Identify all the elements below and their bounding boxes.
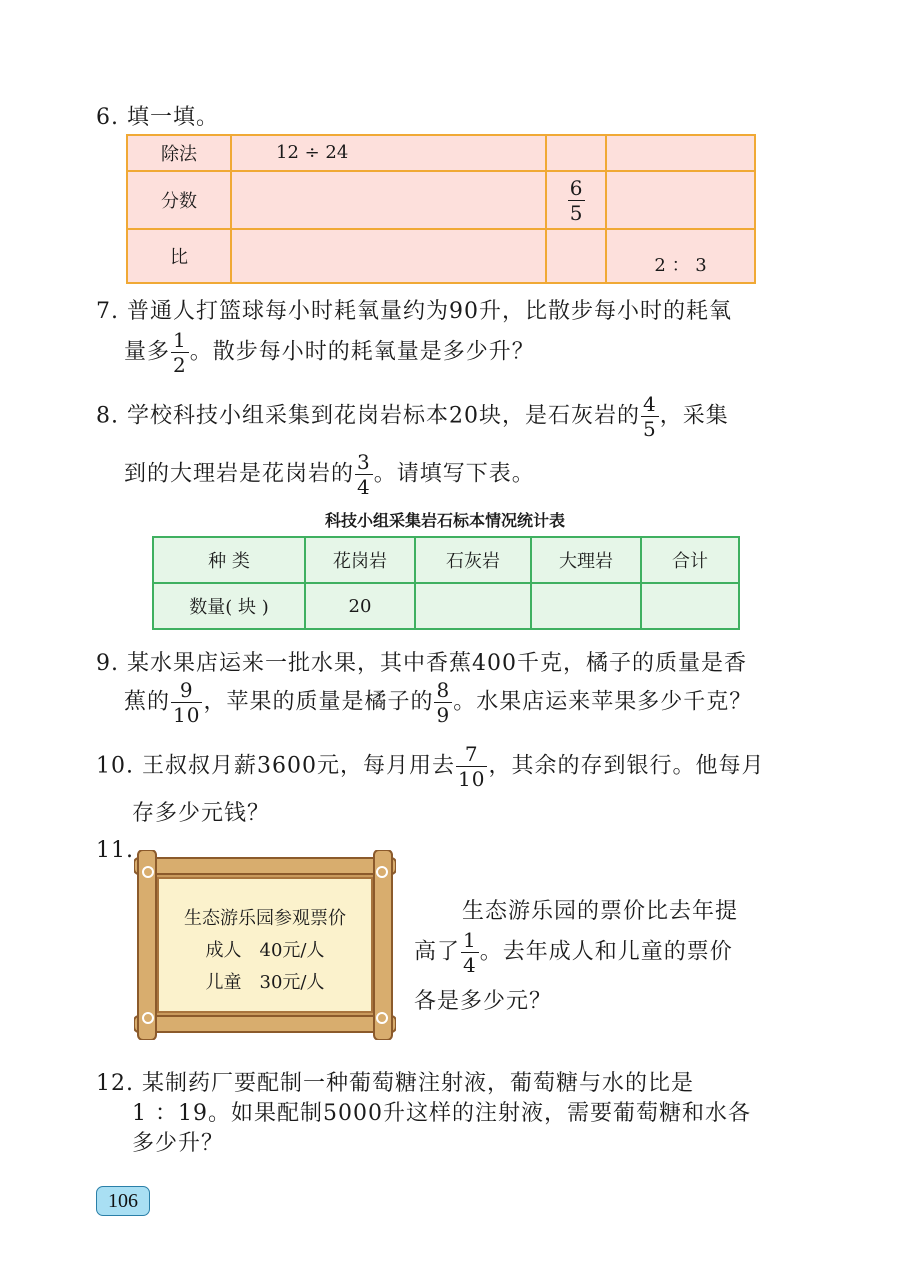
fraction-numerator: 1 xyxy=(173,328,187,352)
q9-line2-pre: 蕉的 xyxy=(124,689,171,715)
q6-title: 6. 填一填。 xyxy=(96,105,219,130)
q11-line2 xyxy=(414,930,733,975)
fraction-denominator: 10 xyxy=(173,703,201,727)
q7-line1: 7. 普通人打篮球每小时耗氧量约为90升，比散步每小时的耗氧 xyxy=(96,299,732,324)
fraction-denominator: 9 xyxy=(436,703,451,727)
table-header-cell: 除法 xyxy=(127,135,231,171)
q12-line3: 多少升？ xyxy=(132,1131,225,1156)
q10-line2: 存多少元钱？ xyxy=(132,801,271,826)
q9-line2-mid: ，苹果的质量是橘子的 xyxy=(203,689,434,715)
fraction-numerator: 3 xyxy=(357,450,371,474)
q10-line1-pre: 10. 王叔叔月薪3600元，每月用去 xyxy=(96,753,455,779)
fraction xyxy=(568,175,585,225)
q11-line3: 各是多少元？ xyxy=(414,989,553,1014)
fraction-denominator: 5 xyxy=(642,417,657,441)
table-cell: 20 xyxy=(305,583,415,629)
q8-line1-pre: 8. 学校科技小组采集到花岗岩标本20块，是石灰岩的 xyxy=(96,403,640,429)
q7-line2 xyxy=(124,330,535,375)
table-row xyxy=(127,229,755,283)
fraction xyxy=(461,930,479,975)
fraction-numerator: 7 xyxy=(464,742,479,766)
fraction-denominator: 2 xyxy=(173,353,187,377)
table-cell xyxy=(231,171,546,229)
table-cell xyxy=(546,229,606,283)
q6-table xyxy=(126,134,756,284)
q10-line1 xyxy=(96,744,764,789)
sign-adult-price: 成人 40元/人 xyxy=(205,940,325,961)
table-row xyxy=(127,171,755,229)
table-cell: 12 ÷ 24 xyxy=(231,135,546,171)
table-header-cell: 种 类 xyxy=(153,537,305,583)
q8-line1-post: ，采集 xyxy=(659,403,729,429)
q11-line1: 生态游乐园的票价比去年提 xyxy=(462,899,739,924)
fraction-numerator: 6 xyxy=(569,175,583,200)
table-header-cell: 花岗岩 xyxy=(305,537,415,583)
q12-line1: 12. 某制药厂要配制一种葡萄糖注射液，葡萄糖与水的比是 xyxy=(96,1071,694,1096)
table-cell xyxy=(606,171,755,229)
q9-line1: 9. 某水果店运来一批水果，其中香蕉400千克，橘子的质量是香 xyxy=(96,651,747,676)
q8-line2 xyxy=(124,452,535,497)
fraction-denominator: 4 xyxy=(463,953,477,977)
page-number: 106 xyxy=(96,1186,150,1216)
table-cell xyxy=(531,583,641,629)
fraction xyxy=(434,680,452,725)
q8-table xyxy=(152,536,740,630)
q8-line2-post: 。请填写下表。 xyxy=(373,461,535,487)
table-cell xyxy=(641,583,739,629)
table-cell: 2 ： 3 xyxy=(606,229,755,283)
q11-line2-post: 。去年成人和儿童的票价 xyxy=(479,939,733,965)
fraction xyxy=(171,680,202,725)
table-cell xyxy=(546,135,606,171)
table-header-cell: 合计 xyxy=(641,537,739,583)
q8-line1 xyxy=(96,394,729,439)
q9-line2-post: 。水果店运来苹果多少千克？ xyxy=(453,689,753,715)
q8-table-title: 科技小组采集岩石标本情况统计表 xyxy=(324,511,565,530)
table-header-cell: 大理岩 xyxy=(531,537,641,583)
table-header-cell: 石灰岩 xyxy=(415,537,531,583)
fraction xyxy=(641,394,659,439)
table-cell-fraction xyxy=(546,171,606,229)
q7-line2-pre: 量多 xyxy=(124,339,171,365)
fraction-denominator: 4 xyxy=(357,475,371,499)
q7-line2-post: 。散步每小时的耗氧量是多少升？ xyxy=(189,339,535,365)
q10-line1-post: ，其余的存到银行。他每月 xyxy=(488,753,765,779)
fraction xyxy=(171,330,189,375)
table-header-cell: 分数 xyxy=(127,171,231,229)
table-cell xyxy=(231,229,546,283)
q8-line2-pre: 到的大理岩是花岗岩的 xyxy=(124,461,355,487)
q12-line2: 1 ：19。如果配制5000升这样的注射液，需要葡萄糖和水各 xyxy=(132,1101,751,1126)
fraction xyxy=(355,452,373,497)
sign-child-price: 儿童 30元/人 xyxy=(205,972,325,993)
fraction-denominator: 10 xyxy=(457,767,486,791)
fraction-denominator: 5 xyxy=(569,200,583,225)
fraction-numerator: 4 xyxy=(642,392,657,416)
table-row xyxy=(153,583,739,629)
fraction xyxy=(456,744,487,789)
table-cell: 数量( 块 ) xyxy=(153,583,305,629)
table-header-row xyxy=(153,537,739,583)
fraction-numerator: 9 xyxy=(179,678,194,702)
table-cell xyxy=(415,583,531,629)
fraction-numerator: 8 xyxy=(436,678,451,702)
q11-line2-pre: 高了 xyxy=(414,939,461,965)
table-header-cell: 比 xyxy=(127,229,231,283)
sign-title: 生态游乐园参观票价 xyxy=(184,908,346,929)
table-row xyxy=(127,135,755,171)
q11-number: 11. xyxy=(96,838,134,863)
fraction-numerator: 1 xyxy=(463,928,477,952)
q9-line2 xyxy=(124,680,752,725)
table-cell xyxy=(606,135,755,171)
